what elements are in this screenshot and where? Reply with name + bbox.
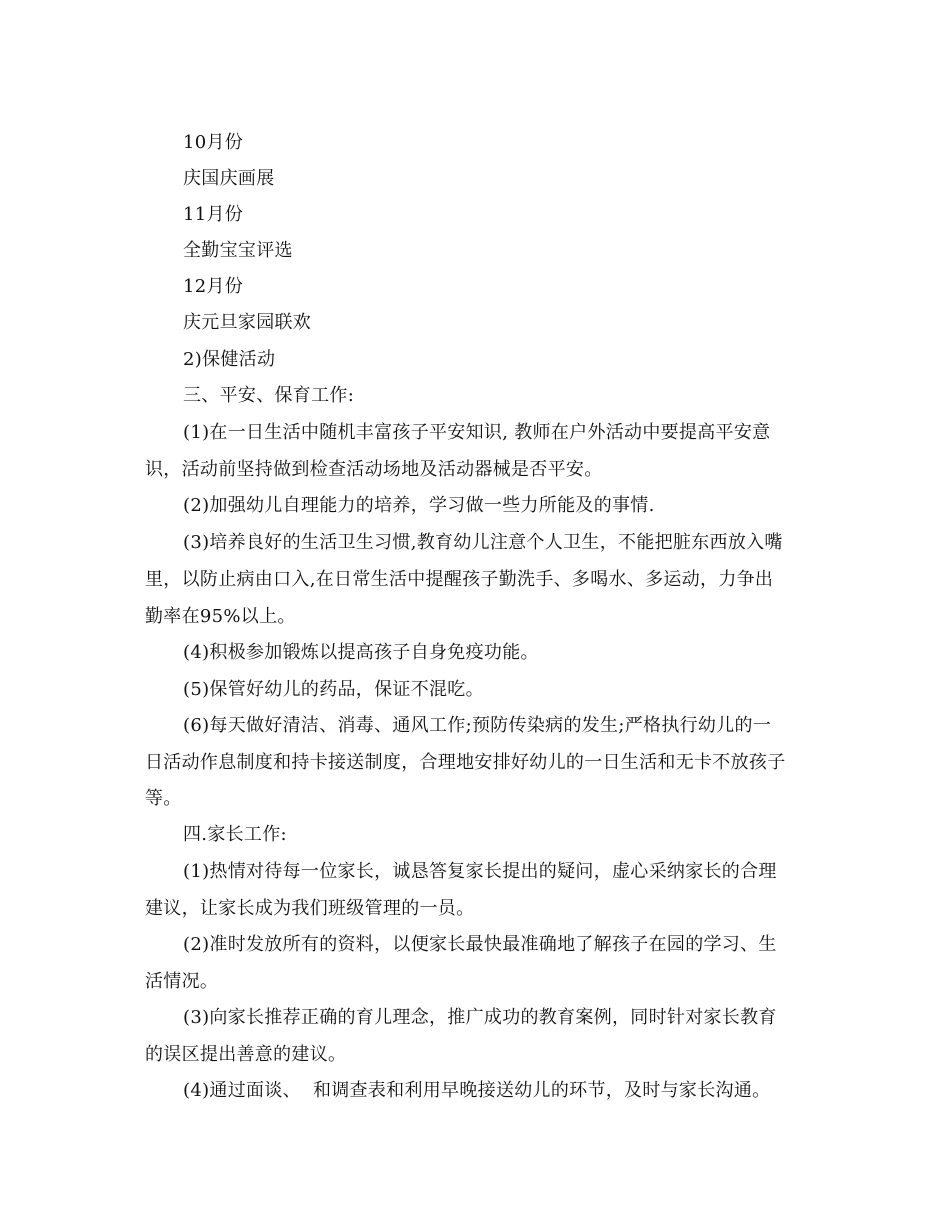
text-line: (3)向家长推荐正确的育儿理念，推广成功的教育案例，同时针对家长教育 <box>183 1007 777 1028</box>
text-line: (4)通过面谈、 和调查表和利用早晚接送幼儿的环节，及时与家长沟通。 <box>183 1080 771 1101</box>
text-line: 庆元旦家园联欢 <box>183 312 312 333</box>
text-line: (1)热情对待每一位家长，诚恳答复家长提出的疑问，虚心采纳家长的合理 <box>183 861 777 882</box>
text-line: (1)在一日生活中随机丰富孩子平安知识, 教师在户外活动中要提高平安意 <box>183 422 771 443</box>
text-line: (5)保管好幼儿的药品，保证不混吃。 <box>183 679 484 700</box>
text-line: 的误区提出善意的建议。 <box>145 1044 347 1065</box>
text-line: (2)准时发放所有的资料，以便家长最快最准确地了解孩子在园的学习、生 <box>183 934 777 955</box>
section-heading: 三、平安、保育工作: <box>183 385 355 406</box>
text-line: 建议，让家长成为我们班级管理的一员。 <box>145 898 475 919</box>
text-line: 庆国庆画展 <box>183 168 275 189</box>
text-line: 里，以防止病由口入,在日常生活中提醒孩子勤洗手、多喝水、多运动，力争出 <box>145 569 774 590</box>
text-line: (6)每天做好清洁、消毒、通风工作;预防传染病的发生;严格执行幼儿的一 <box>183 715 772 736</box>
text-line: (4)积极参加锻炼以提高孩子自身免疫功能。 <box>183 642 539 663</box>
text-line: (3)培养良好的生活卫生习惯,教育幼儿注意个人卫生，不能把脏东西放入嘴 <box>183 532 783 553</box>
section-heading: 四.家长工作: <box>183 824 287 845</box>
text-line: 等。 <box>145 788 182 809</box>
text-line: (2)加强幼儿自理能力的培养，学习做一些力所能及的事情. <box>183 495 655 516</box>
text-line: 全勤宝宝评选 <box>183 240 293 261</box>
text-line: 2)保健活动 <box>183 349 276 370</box>
text-line: 12月份 <box>183 276 244 297</box>
text-line: 识，活动前坚持做到检查活动场地及活动器械是否平安。 <box>145 459 603 480</box>
text-line: 10月份 <box>183 132 244 153</box>
text-line: 11月份 <box>183 204 244 225</box>
text-line: 活情况。 <box>145 971 219 992</box>
text-line: 日活动作息制度和持卡接送制度，合理地安排好幼儿的一日生活和无卡不放孩子 <box>145 752 786 773</box>
text-line: 勤率在95%以上。 <box>145 606 296 627</box>
